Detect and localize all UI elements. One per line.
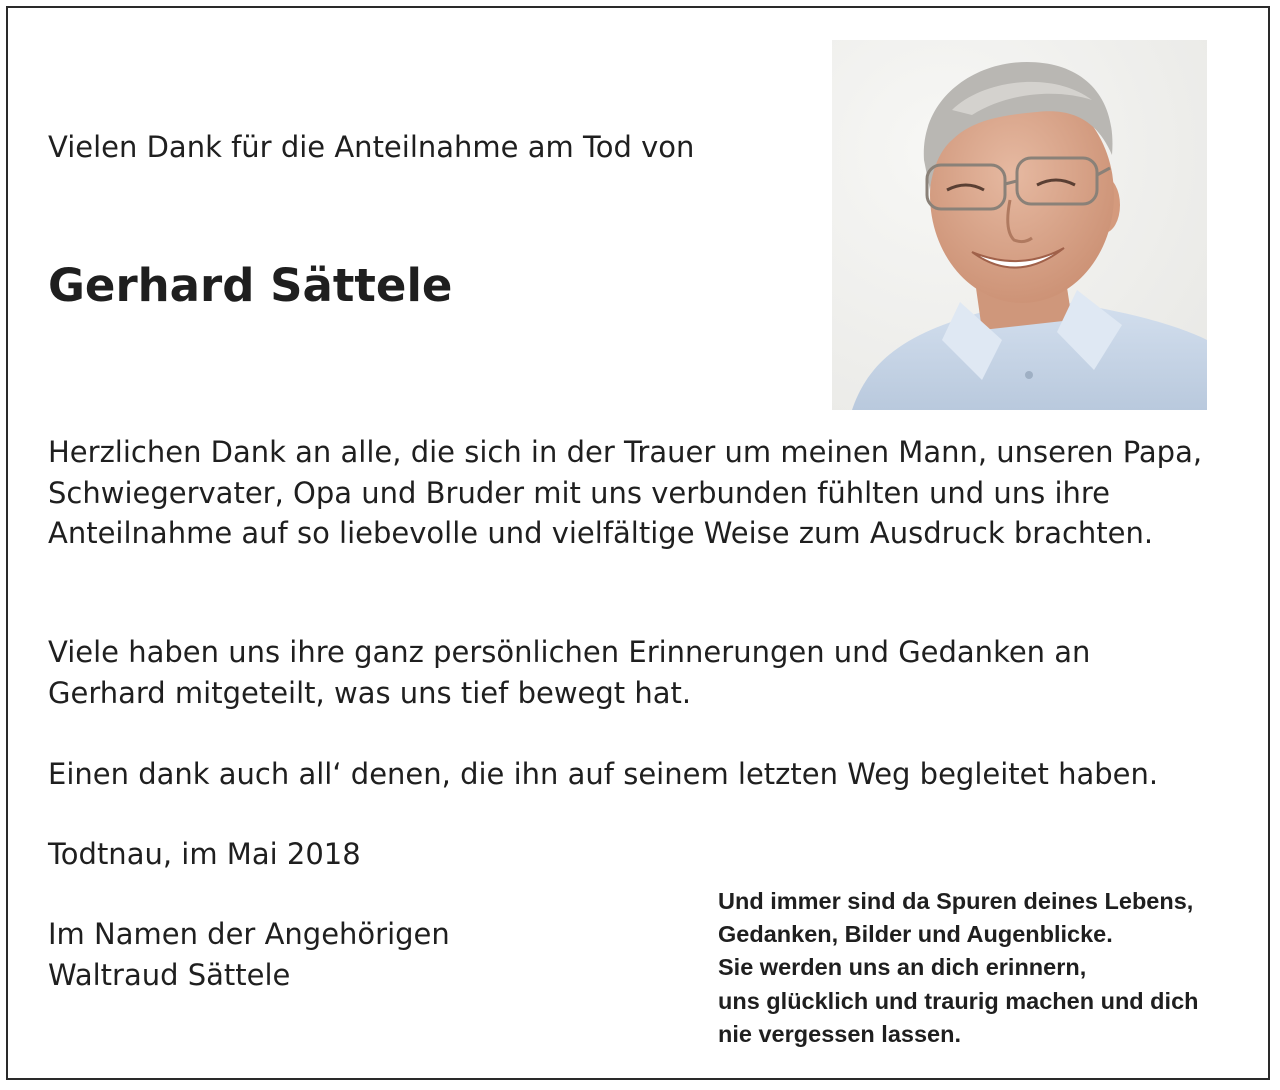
thanks-paragraph: Herzlichen Dank an alle, die sich in der Trauer um meinen Mann, unseren Papa, Schwiegervater, Opa und Bruder mit uns verbunden fühlten und uns ihre Anteilnahme auf so liebevolle und vielfältige Weise zum Ausdruck brachten. bbox=[48, 435, 1203, 550]
intro-text: Vielen Dank für die Anteilnahme am Tod von bbox=[48, 130, 695, 164]
signature-line: Im Namen der Angehörigen bbox=[48, 917, 450, 951]
last-way-paragraph: Einen dank auch all‘ denen, die ihn auf seinem letzten Weg begleitet haben. bbox=[48, 757, 1159, 791]
portrait-photo bbox=[832, 40, 1207, 410]
deceased-name: Gerhard Sättele bbox=[48, 259, 453, 312]
memorial-poem bbox=[718, 885, 1199, 1051]
poem-line: Und immer sind da Spuren deines Lebens, bbox=[718, 888, 1194, 914]
poem-line: Sie werden uns an dich erinnern, bbox=[718, 954, 1087, 981]
poem-line: nie vergessen lassen. bbox=[718, 1020, 961, 1047]
signer-name: Waltraud Sättele bbox=[48, 957, 291, 992]
memories-paragraph: Viele haben uns ihre ganz persönlichen Erinnerungen und Gedanken an Gerhard mitgeteilt, was uns tief bewegt hat. bbox=[48, 635, 1091, 710]
poem-line: Gedanken, Bilder und Augenblicke. bbox=[718, 921, 1113, 948]
poem-line: uns glücklich und traurig machen und dich bbox=[718, 987, 1199, 1014]
place-date: Todtnau, im Mai 2018 bbox=[48, 837, 361, 871]
